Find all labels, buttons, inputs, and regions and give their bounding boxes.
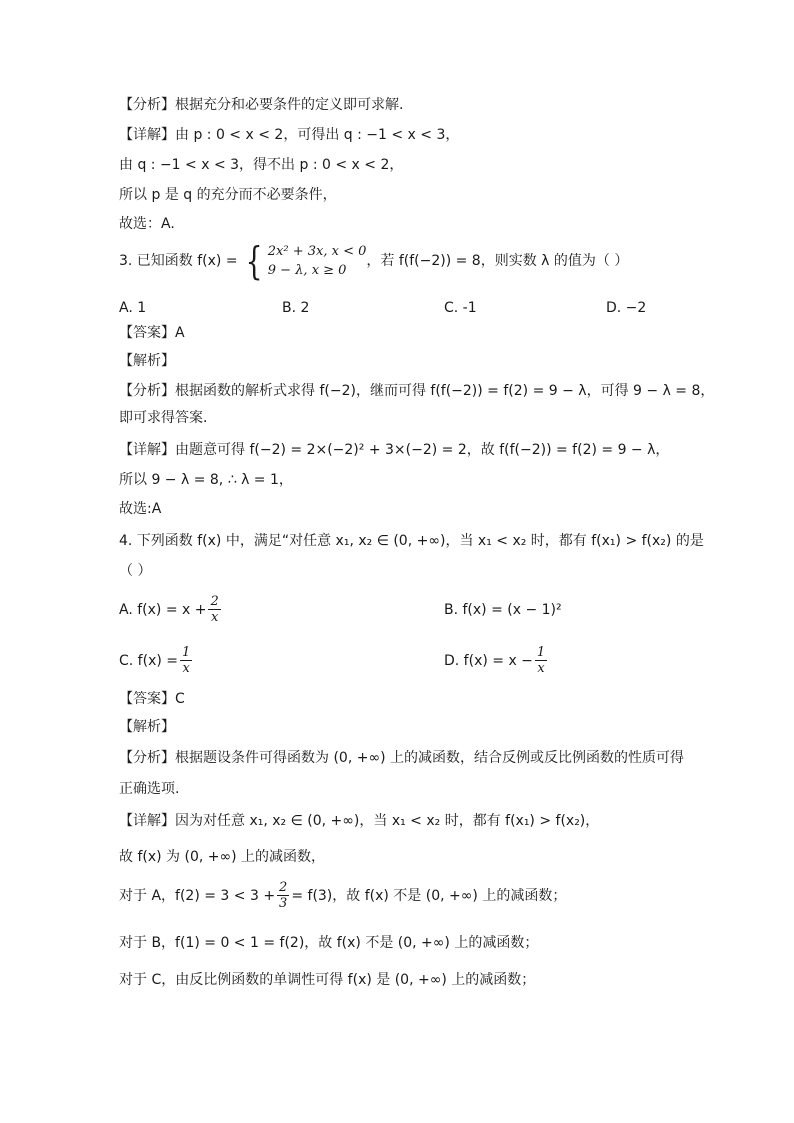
q3-stem-pre: 3. 已知函数 f(x) = — [119, 253, 238, 269]
denominator: x — [537, 661, 545, 676]
q3-option-a: A. 1 — [119, 300, 147, 316]
q3-detail-1: 【详解】由题意可得 f(−2) = 2×(−2)² + 3×(−2) = 2，故 f(f(−2)) = f(2) = 9 − λ， — [119, 442, 670, 458]
piecewise-function — [238, 239, 367, 283]
denominator: 3 — [279, 896, 288, 911]
numerator: 1 — [536, 645, 546, 660]
numerator: 2 — [210, 594, 219, 609]
numerator: 1 — [182, 645, 191, 660]
q3-option-d: D. −2 — [606, 300, 647, 316]
q3-case-2: 9 − λ, x ≥ 0 — [267, 263, 347, 278]
q4-detail-a-text: 对于 A，f(2) = 3 < 3 + — [119, 887, 276, 904]
q4-option-a-text: A. f(x) = x + — [119, 601, 207, 618]
q4-option-d — [444, 645, 549, 676]
q2-analysis: 【分析】根据充分和必要条件的定义即可求解. — [119, 97, 404, 113]
q3-analysis-2: 即可求得答案. — [119, 410, 208, 426]
q3-stem-post: ，若 f(f(−2)) = 8，则实数 λ 的值为（ ） — [366, 253, 629, 269]
q3-analysis: 【分析】根据函数的解析式求得 f(−2)，继而可得 f(f(−2)) = f(2) = 9 − λ，可得 9 − λ = 8， — [119, 383, 715, 399]
q4-analysis-1: 【分析】根据题设条件可得函数为 (0, +∞) 上的减函数，结合反例或反比例函数的性质可得 — [119, 750, 685, 766]
q4-answer: 【答案】C — [119, 691, 185, 707]
q4-stem-1: 4. 下列函数 f(x) 中，满足“对任意 x₁, x₂ ∈ (0, +∞)，当 x₁ < x₂ 时，都有 f(x₁) > f(x₂) 的是 — [119, 533, 704, 549]
q4-analysis-2: 正确选项. — [119, 781, 180, 797]
numerator: 2 — [279, 880, 288, 895]
q4-option-b: B. f(x) = (x − 1)² — [444, 602, 562, 618]
fraction — [277, 880, 289, 911]
q3-answer: 【答案】A — [119, 325, 185, 341]
q4-detail-2: 故 f(x) 为 (0, +∞) 上的减函数， — [119, 849, 326, 865]
q4-detail-c: 对于 C，由反比例函数的单调性可得 f(x) 是 (0, +∞) 上的减函数； — [119, 972, 536, 988]
denominator: x — [210, 610, 219, 625]
q4-option-a — [119, 594, 223, 625]
q4-detail-a — [119, 880, 566, 911]
q4-stem-2: （ ） — [119, 563, 152, 579]
q2-choice: 故选：A. — [119, 216, 175, 232]
q2-detail-2: 由 q : −1 < x < 3，得不出 p : 0 < x < 2， — [119, 157, 404, 173]
q4-option-c-text: C. f(x) = — [119, 652, 178, 669]
q3-choice: 故选:A — [119, 501, 162, 517]
left-brace-icon: { — [245, 239, 263, 283]
q3-detail-2: 所以 9 − λ = 8, ∴ λ = 1， — [119, 472, 293, 488]
q3-option-c: C. -1 — [444, 300, 477, 316]
q4-jiexi: 【解析】 — [119, 719, 175, 735]
q4-detail-a-post: = f(3)，故 f(x) 不是 (0, +∞) 上的减函数； — [291, 887, 567, 904]
q2-detail-1: 【详解】由 p : 0 < x < 2，可得出 q : −1 < x < 3， — [119, 127, 460, 143]
denominator: x — [182, 661, 190, 676]
fraction — [180, 645, 192, 676]
q3-case-1: 2x² + 3x, x < 0 — [267, 244, 367, 259]
q2-detail-3: 所以 p 是 q 的充分而不必要条件， — [119, 187, 337, 203]
fraction — [535, 645, 547, 676]
q4-detail-1: 【详解】因为对任意 x₁, x₂ ∈ (0, +∞)，当 x₁ < x₂ 时，都有 f(x₁) > f(x₂)， — [119, 813, 600, 829]
q3-jiexi: 【解析】 — [119, 353, 175, 369]
fraction — [208, 594, 220, 625]
q3-option-b: B. 2 — [282, 300, 310, 316]
q4-detail-b: 对于 B，f(1) = 0 < 1 = f(2)，故 f(x) 不是 (0, +∞) 上的减函数； — [119, 935, 539, 951]
q4-option-c — [119, 645, 194, 676]
q4-option-d-text: D. f(x) = x − — [444, 652, 533, 669]
q3-stem — [119, 239, 629, 283]
